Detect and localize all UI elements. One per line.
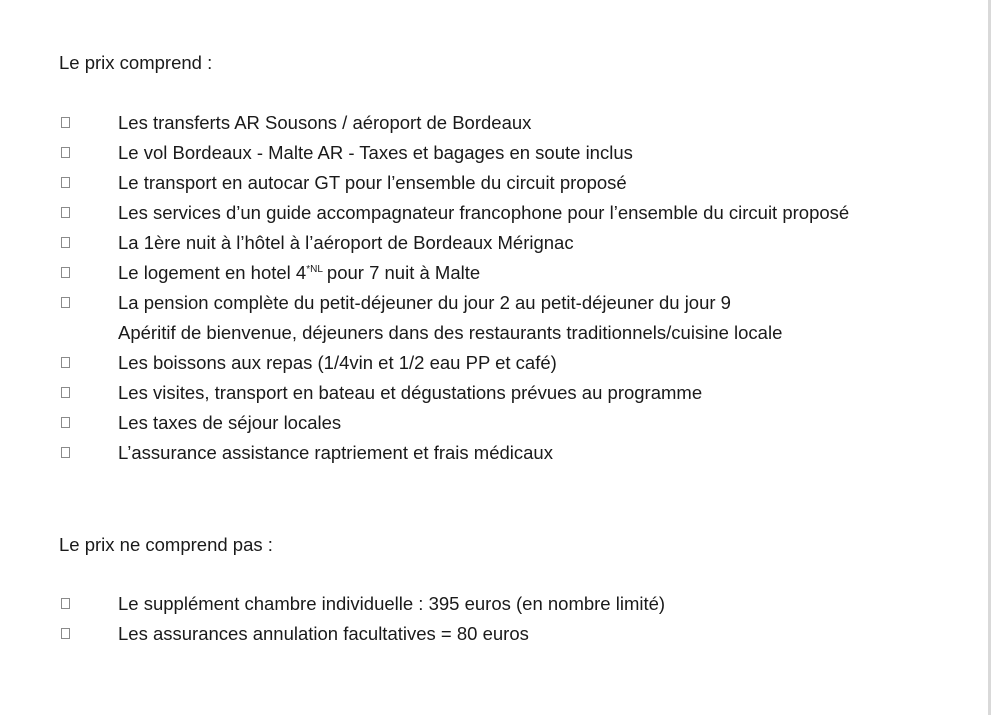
checkbox-bullet-icon xyxy=(61,417,70,428)
list-item-text: La 1ère nuit à l’hôtel à l’aéroport de Bordeaux Mérignac xyxy=(118,232,574,253)
checkbox-bullet-icon xyxy=(61,267,70,278)
checkbox-bullet-icon xyxy=(61,357,70,368)
list-item-subtext: Apéritif de bienvenue, déjeuners dans des restaurants traditionnels/cuisine locale xyxy=(118,322,783,343)
checkbox-bullet-icon xyxy=(61,297,70,308)
list-item-text: Les taxes de séjour locales xyxy=(118,412,342,433)
checkbox-bullet-icon xyxy=(61,147,70,158)
list-item-text: Les transferts AR Sousons / aéroport de Bordeaux xyxy=(118,112,532,133)
checkbox-bullet-icon xyxy=(61,237,70,248)
list-item-text: L’assurance assistance raptriement et frais médicaux xyxy=(118,442,553,463)
list-item-text xyxy=(118,262,480,288)
included-heading: Le prix comprend : xyxy=(59,52,213,73)
checkbox-bullet-icon xyxy=(61,598,70,609)
checkbox-bullet-icon xyxy=(61,207,70,218)
hotel-rating-superscript: *NL xyxy=(306,264,323,275)
checkbox-bullet-icon xyxy=(61,117,70,128)
list-item-text: Les boissons aux repas (1/4vin et 1/2 eau PP et café) xyxy=(118,352,557,373)
checkbox-bullet-icon xyxy=(61,177,70,188)
checkbox-bullet-icon xyxy=(61,628,70,639)
excluded-heading: Le prix ne comprend pas : xyxy=(59,534,273,555)
list-item-text: Les visites, transport en bateau et dégustations prévues au programme xyxy=(118,382,703,403)
hotel-text-before: Le logement en hotel 4 xyxy=(118,262,307,283)
checkbox-bullet-icon xyxy=(61,447,70,458)
list-item-text: La pension complète du petit-déjeuner du jour 2 au petit-déjeuner du jour 9 xyxy=(118,292,731,313)
list-item-text: Les services d’un guide accompagnateur francophone pour l’ensemble du circuit proposé xyxy=(118,202,850,223)
hotel-text-after: pour 7 nuit à Malte xyxy=(326,262,481,283)
list-item-text: Les assurances annulation facultatives = 80 euros xyxy=(118,623,529,644)
list-item-text: Le transport en autocar GT pour l’ensemble du circuit proposé xyxy=(118,172,627,193)
list-item-text: Le vol Bordeaux - Malte AR - Taxes et bagages en soute inclus xyxy=(118,142,633,163)
list-item-text: Le supplément chambre individuelle : 395 euros (en nombre limité) xyxy=(118,593,666,614)
checkbox-bullet-icon xyxy=(61,387,70,398)
